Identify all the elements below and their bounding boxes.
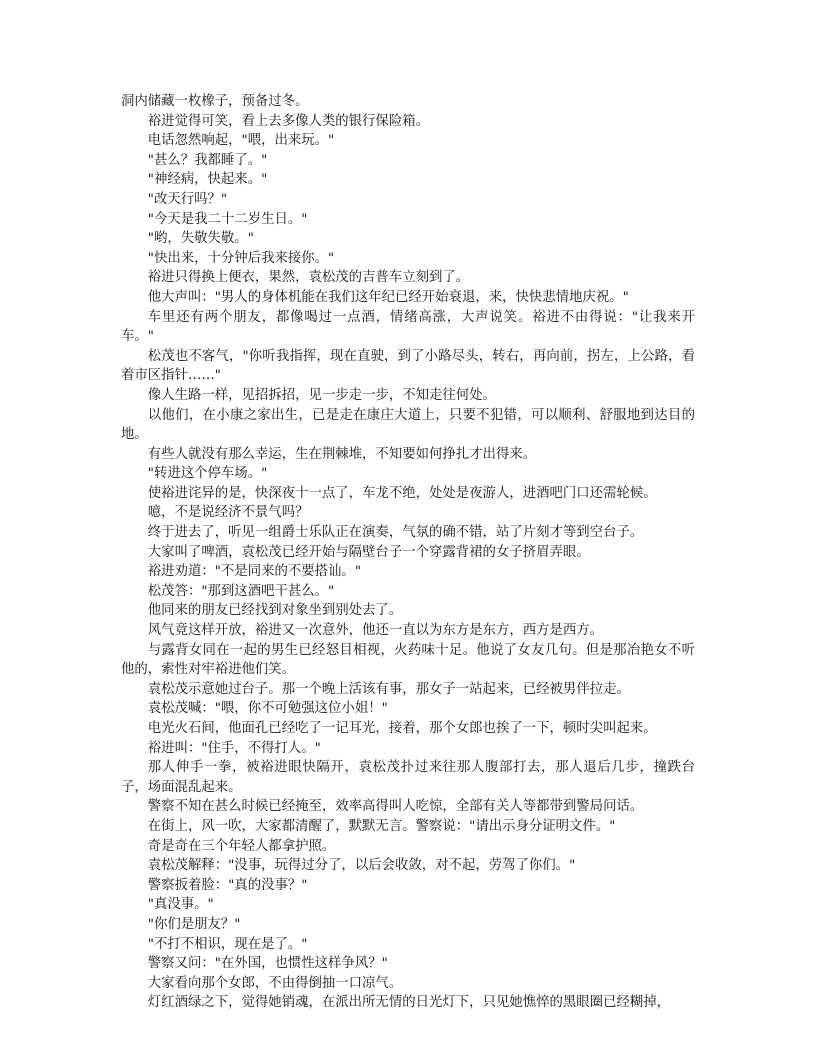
paragraph: 裕进只得换上便衣，果然，袁松茂的吉普车立刻到了。 bbox=[147, 270, 470, 286]
paragraph: 警察扳着脸："真的没事？" bbox=[147, 877, 308, 893]
paragraph: 终于进去了，听见一组爵士乐队正在演奏，气氛的确不错，站了片刻才等到空台子。 bbox=[147, 525, 644, 541]
paragraph: 像人生路一样，见招拆招，见一步走一步，不知走往何处。 bbox=[147, 387, 496, 403]
paragraph: 大家叫了啤酒，袁松茂已经开始与隔壁台子一个穿露背裙的女子挤眉弄眼。 bbox=[147, 544, 590, 560]
paragraph: "不打不相识，现在是了。" bbox=[147, 936, 308, 952]
paragraph: 车里还有两个朋友，都像喝过一点酒，情绪高涨，大声说笑。裕进不由得说："让我来开车。" bbox=[121, 309, 695, 345]
paragraph: 在街上，风一吹，大家都清醒了，默默无言。警察说："请出示身分证明文件。" bbox=[147, 818, 616, 834]
paragraph: 风气竟这样开放，裕进又一次意外，他还一直以为东方是东方，西方是西方。 bbox=[147, 623, 604, 639]
paragraph: 他大声叫："男人的身体机能在我们这年纪已经开始衰退，来，快快悲情地庆祝。" bbox=[147, 289, 629, 305]
paragraph: "快出来，十分钟后我来接你。" bbox=[147, 250, 335, 266]
paragraph: 警察不知在甚么时候已经掩至，效率高得叫人吃惊，全部有关人等都带到警局问话。 bbox=[147, 799, 644, 815]
paragraph: 警察又问："在外国，也惯性这样争风？" bbox=[147, 956, 388, 972]
paragraph: 大家看向那个女郎，不由得倒抽一口凉气。 bbox=[147, 975, 403, 991]
paragraph: "神经病，快起来。" bbox=[147, 172, 268, 188]
paragraph: 有些人就没有那么幸运，生在荆棘堆，不知要如何挣扎才出得来。 bbox=[147, 446, 537, 462]
paragraph: 灯红酒绿之下，觉得她销魂，在派出所无情的日光灯下，只见她憔悴的黑眼圈已经糊掉， bbox=[147, 995, 671, 1011]
paragraph: "改天行吗？" bbox=[147, 191, 228, 207]
paragraph: 以他们，在小康之家出生，已是走在康庄大道上，只要不犯错，可以顺利、舒服地到达目的地。 bbox=[121, 407, 695, 443]
paragraph-continuation: 洞内储藏一枚橡子，预备过冬。 bbox=[121, 94, 309, 109]
paragraph: 松茂答："那到这酒吧干甚么。" bbox=[147, 583, 335, 599]
paragraph: "真没事。" bbox=[147, 897, 214, 913]
paragraph: 奇是奇在三个年轻人都拿护照。 bbox=[147, 838, 336, 854]
paragraph: "今天是我二十二岁生日。" bbox=[147, 211, 308, 227]
paragraph: 裕进劝道："不是同来的不要搭讪。" bbox=[147, 564, 361, 580]
document-page bbox=[121, 92, 695, 1013]
paragraph: 电光火石间，他面孔已经吃了一记耳光，接着，那个女郎也挨了一下，顿时尖叫起来。 bbox=[147, 721, 657, 736]
paragraph: "转进这个停车场。" bbox=[147, 466, 268, 482]
paragraph: 袁松茂示意她过台子。那一个晚上活该有事，那女子一站起来，已经被男伴拉走。 bbox=[147, 681, 630, 697]
paragraph: 松茂也不客气，"你听我指挥，现在直驶，到了小路尽头，转右，再向前，拐左，上公路，看着市区指针……" bbox=[121, 348, 695, 384]
paragraph: 裕进觉得可笑，看上去多像人类的银行保险箱。 bbox=[147, 113, 429, 129]
paragraph: "你们是朋友？" bbox=[147, 916, 241, 932]
paragraph: 电话忽然响起，"喂，出来玩。" bbox=[147, 133, 335, 149]
paragraph: "哟，失敬失敬。" bbox=[147, 231, 254, 247]
paragraph: 与露背女同在一起的男生已经怒目相视，火药味十足。他说了女友几句。但是那冶艳女不听他的，索性对牢裕进他们笑。 bbox=[121, 642, 695, 678]
paragraph: 使裕进诧异的是，快深夜十一点了，车龙不绝，处处是夜游人，进酒吧门口还需轮候。 bbox=[147, 485, 657, 501]
paragraph: 他同来的朋友已经找到对象坐到别处去了。 bbox=[147, 603, 403, 619]
paragraph: 裕进叫："住手，不得打人。" bbox=[147, 740, 321, 756]
paragraph: 噫，不是说经济不景气吗？ bbox=[147, 505, 309, 521]
paragraph: 袁松茂解释："没事，玩得过分了，以后会收敛，对不起，劳驾了你们。" bbox=[147, 858, 576, 874]
paragraph: 袁松茂喊："喂，你不可勉强这位小姐！" bbox=[147, 701, 388, 717]
paragraph: 那人伸手一拳，被裕进眼快隔开，袁松茂扑过来往那人腹部打去，那人退后几步，撞跌台子，场面混乱起来。 bbox=[121, 760, 695, 795]
paragraph: "甚么？我都睡了。" bbox=[147, 152, 268, 168]
